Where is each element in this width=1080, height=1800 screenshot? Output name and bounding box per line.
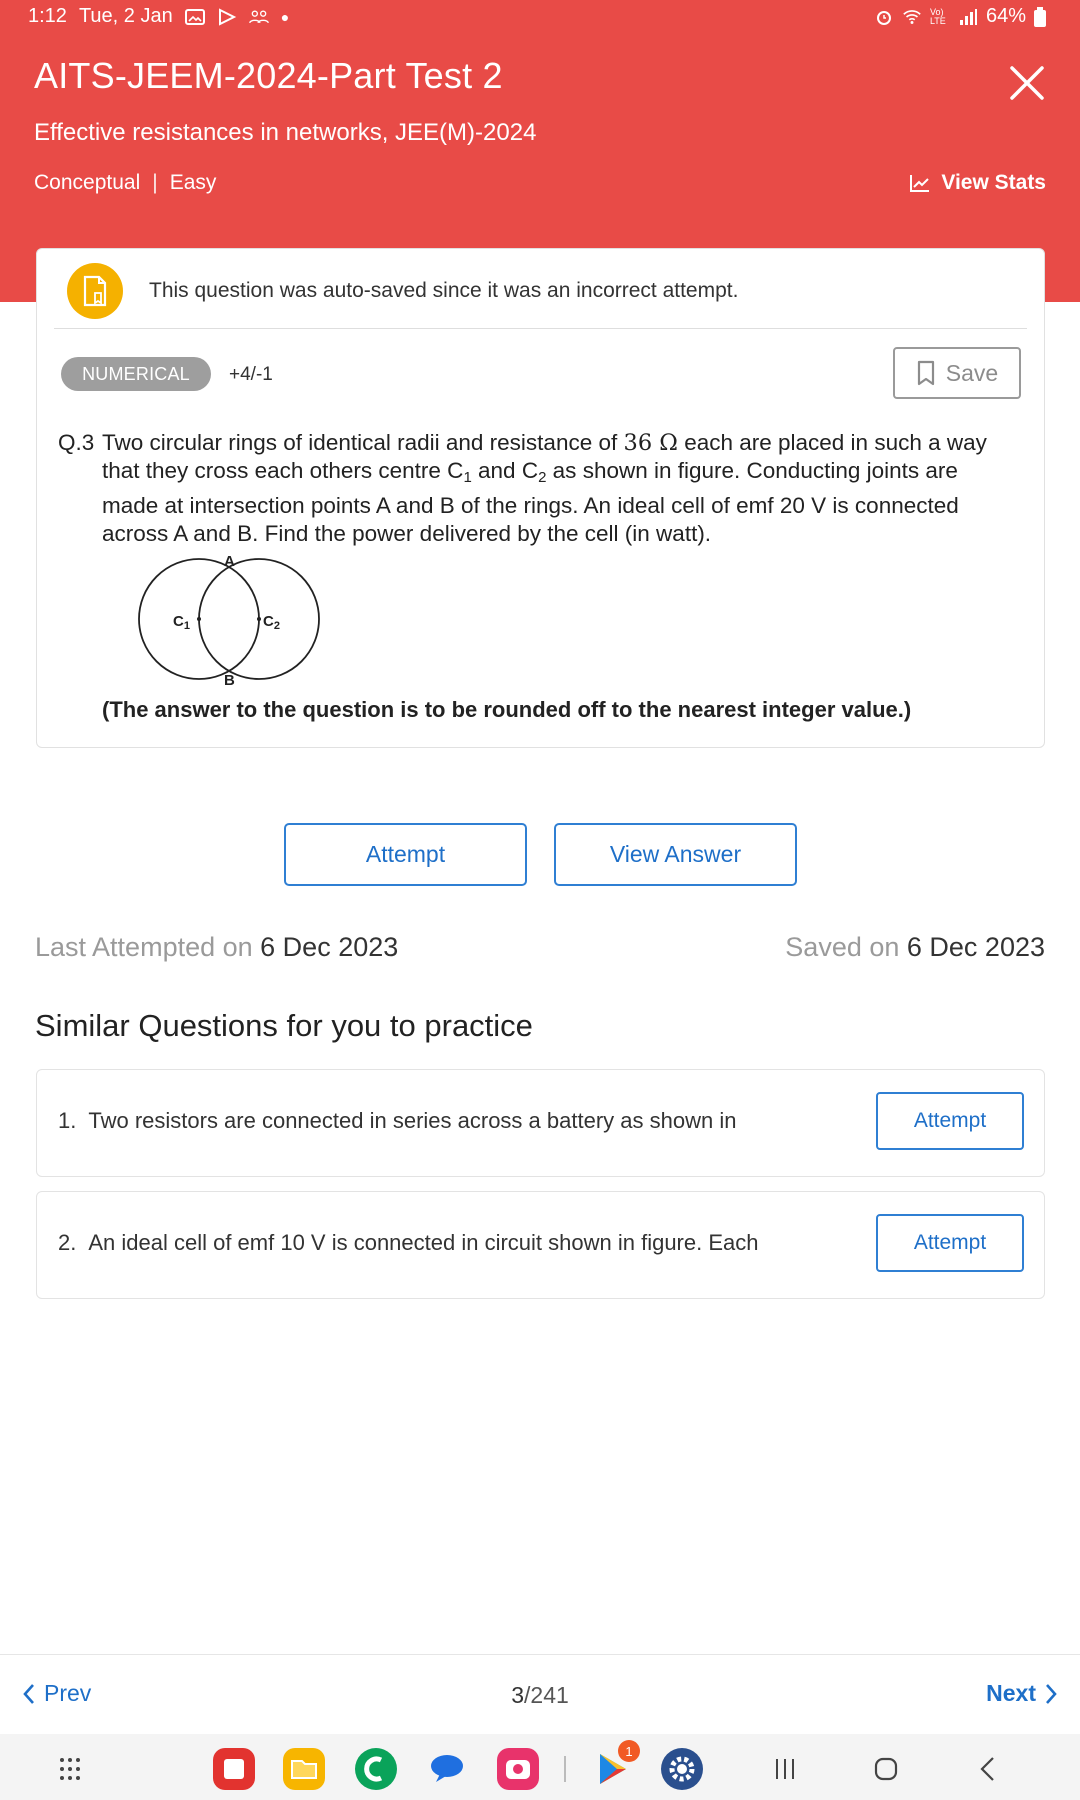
- similar-questions-title: Similar Questions for you to practice: [35, 1008, 533, 1043]
- next-button[interactable]: [986, 1680, 1058, 1707]
- trend-chart-icon: [909, 173, 931, 193]
- files-app-icon[interactable]: [283, 1748, 325, 1790]
- close-icon[interactable]: [1004, 60, 1050, 106]
- back-icon[interactable]: [968, 1752, 1008, 1786]
- point-a-label: A: [224, 553, 235, 570]
- status-date: Tue, 2 Jan: [78, 5, 173, 27]
- prev-label: Prev: [44, 1680, 92, 1706]
- view-answer-button[interactable]: View Answer: [554, 823, 797, 886]
- topic-title: Effective resistances in networks, JEE(M)-2024: [34, 119, 537, 146]
- wifi-icon: [902, 8, 922, 26]
- resistance-value: 36 Ω: [623, 430, 678, 456]
- point-b-label: B: [224, 672, 235, 687]
- view-stats-label: View Stats: [941, 171, 1046, 194]
- similar-question-number: 2.: [58, 1230, 77, 1255]
- alarm-icon: [874, 8, 894, 26]
- system-nav-bar: [0, 1734, 1080, 1800]
- notes-app-icon[interactable]: [213, 1748, 255, 1790]
- autosave-notice: [67, 263, 738, 319]
- tag-separator: |: [152, 171, 158, 194]
- question-type-badge: NUMERICAL: [61, 357, 211, 391]
- status-bar: [0, 0, 1080, 34]
- next-label: Next: [986, 1680, 1036, 1706]
- similar-question-text: An ideal cell of emf 10 V is connected in circuit shown in figure. Each: [88, 1230, 759, 1255]
- dock-separator: [564, 1756, 566, 1782]
- recent-apps-icon[interactable]: [765, 1752, 805, 1786]
- rings-figure: [129, 549, 329, 687]
- play-store-app-icon[interactable]: [592, 1743, 634, 1790]
- card-divider: [54, 328, 1027, 329]
- tag-type: Conceptual: [34, 171, 141, 194]
- question-body: Two circular rings of identical radii and resistance of 36 Ω each are placed in such a way that they cross each others centre $C_1$ and $C_2$ as shown in figure. Conducting joints are made at intersection points A and B of the rings. An ideal cell of emf 20 V is connected across A and B. Find the power delivered by the cell (in watt).: [102, 430, 987, 546]
- similar-question-text: Two resistors are connected in series across a battery as shown in: [88, 1108, 737, 1133]
- signal-icon: [958, 8, 978, 26]
- question-text: [58, 429, 1018, 548]
- saved-date: 6 Dec 2023: [906, 932, 1045, 962]
- save-button[interactable]: [893, 347, 1021, 399]
- similar-question-item: [36, 1069, 1045, 1177]
- group-notification-icon: [249, 8, 269, 26]
- messages-app-icon[interactable]: [426, 1748, 468, 1790]
- app-drawer-icon[interactable]: [50, 1752, 90, 1786]
- centre-c2-label: $C_2$: [263, 613, 280, 632]
- marking-scheme: +4/-1: [229, 364, 273, 385]
- question-card: [36, 248, 1045, 748]
- battery-percent: 64%: [985, 5, 1026, 27]
- save-label: Save: [945, 359, 999, 386]
- similar-attempt-button[interactable]: Attempt: [876, 1214, 1024, 1272]
- current-page: 3: [511, 1682, 525, 1708]
- last-attempted-date: 6 Dec 2023: [260, 932, 399, 962]
- notification-badge: 1: [618, 1740, 640, 1762]
- status-time: 1:12: [28, 5, 67, 27]
- centre-c2-dot: [257, 617, 261, 621]
- total-pages: /241: [524, 1682, 569, 1708]
- home-icon[interactable]: [866, 1752, 906, 1786]
- last-attempted: Last Attempted on 6 Dec 2023: [35, 932, 399, 962]
- chevron-right-icon: [1044, 1683, 1058, 1705]
- centre-c1-label: $C_1$: [173, 613, 190, 632]
- centre-c1-dot: [197, 617, 201, 621]
- network-type-label: Vo) LTE: [929, 6, 946, 26]
- similar-question-number: 1.: [58, 1108, 77, 1133]
- notification-dot-icon: ●: [280, 8, 290, 25]
- bookmark-icon: [916, 360, 936, 386]
- camera-app-icon[interactable]: [497, 1748, 539, 1790]
- attempt-button[interactable]: Attempt: [284, 823, 527, 886]
- play-notification-icon: [217, 8, 237, 26]
- rounding-note: (The answer to the question is to be rounded off to the nearest integer value.): [102, 697, 912, 722]
- similar-attempt-button[interactable]: Attempt: [876, 1092, 1024, 1150]
- question-number: Q.3: [58, 430, 95, 455]
- similar-question-item: [36, 1191, 1045, 1299]
- page-indicator: [0, 1682, 1080, 1709]
- saved-on: Saved on 6 Dec 2023: [785, 932, 1045, 962]
- test-title: AITS-JEEM-2024-Part Test 2: [34, 55, 503, 96]
- battery-icon: [1034, 7, 1046, 27]
- gallery-notification-icon: [185, 8, 205, 26]
- phone-app-icon[interactable]: [355, 1748, 397, 1790]
- view-stats-button[interactable]: [909, 171, 1046, 195]
- settings-app-icon[interactable]: [661, 1748, 703, 1790]
- autosave-text: This question was auto-saved since it was an incorrect attempt.: [149, 279, 739, 302]
- tag-difficulty: Easy: [169, 171, 217, 194]
- question-tags: [34, 171, 216, 195]
- autosave-document-icon: [67, 263, 123, 319]
